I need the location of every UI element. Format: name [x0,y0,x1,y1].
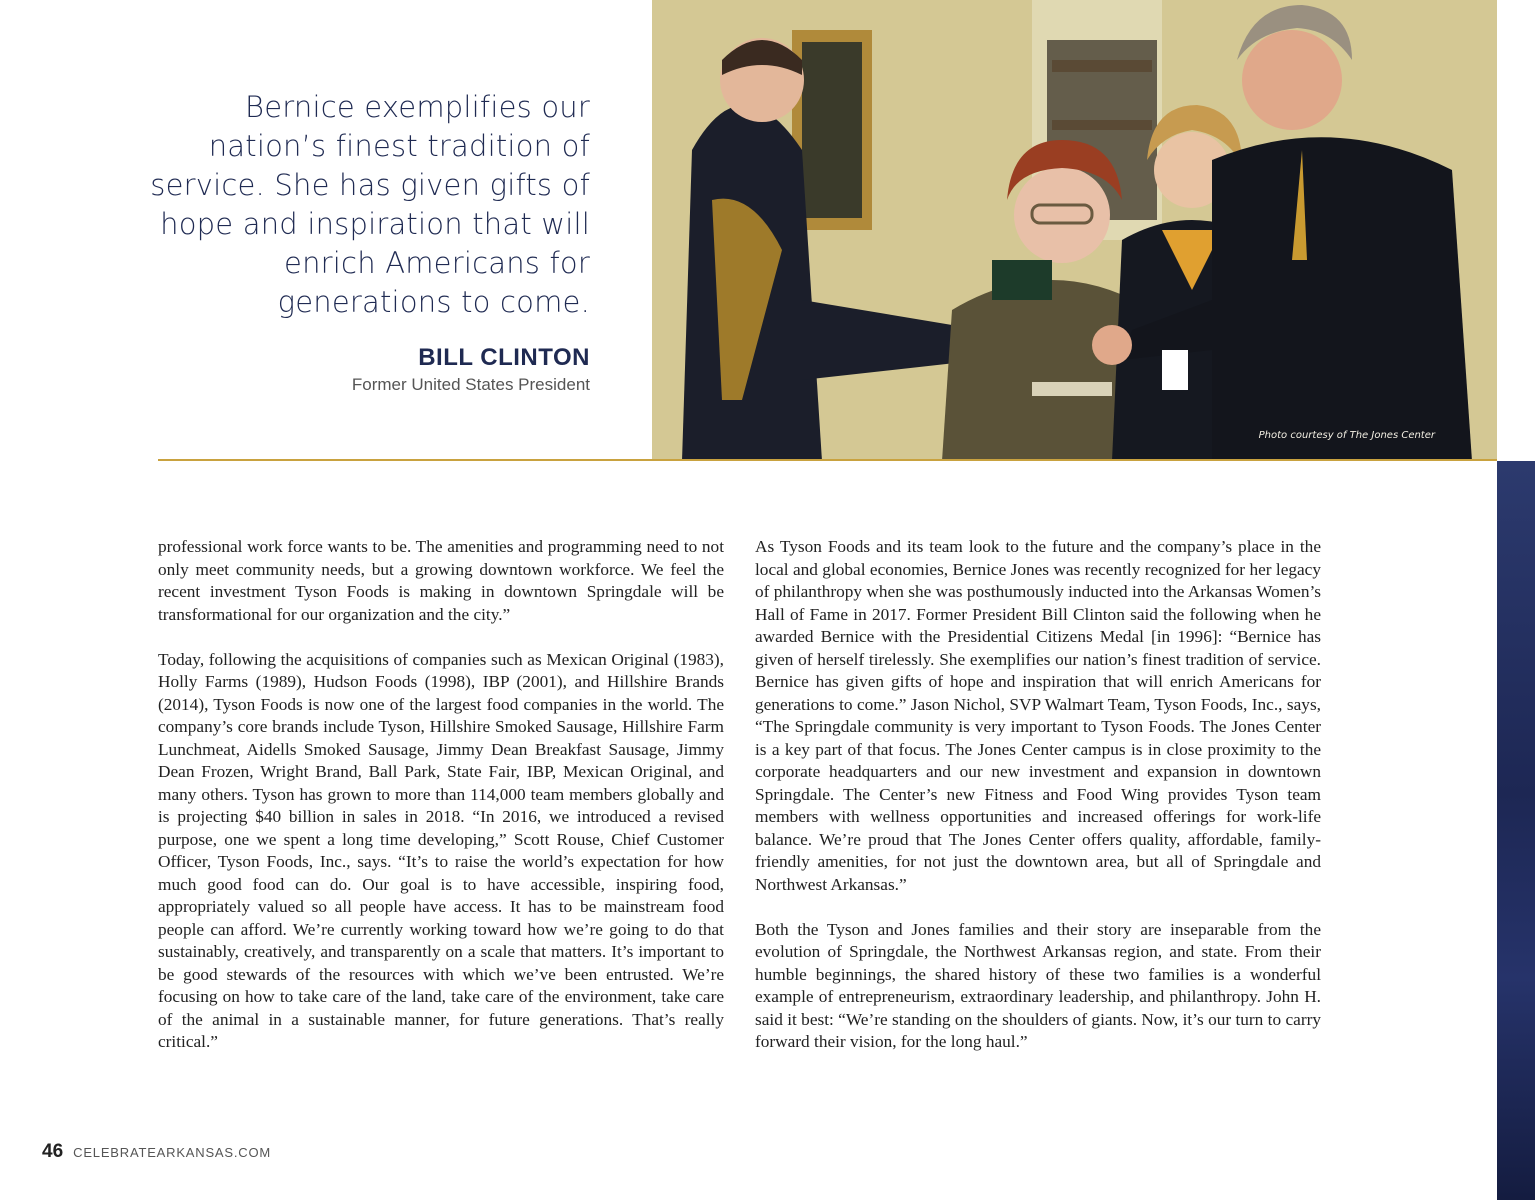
article-paragraph: As Tyson Foods and its team look to the future and the company’s place in the local and global economies, Bernice Jones was recently recognized for her legacy of philanthropy when she was posthumously inducted into the Arkansas Women’s Hall of Fame in 2017. Former President Bill Clinton said the following when he awarded Bernice with the Presidential Citizens Medal [in 1996]: “Bernice has given of herself tirelessly. She exemplifies our nation’s finest tradition of service. Bernice has given gifts of hope and inspiration that will enrich Americans for generations to come.” Jason Nichol, SVP Walmart Team, Tyson Foods, Inc., says, “The Springdale community is very important to Tyson Foods. The Jones Center is a key part of that focus. The Jones Center campus is in close proximity to the corporate headquarters and our new investment and expansion in downtown Springdale. The Center’s new Fitness and Food Wing provides Tyson team members with wellness opportunities and increased offerings for work-life balance. We’re proud that The Jones Center offers quality, affordable, family-friendly amenities, for not just the downtown area, but all of Springdale and Northwest Arkansas.” [755,537,1321,894]
quote-author: BILL CLINTON [418,344,590,371]
photo-credit: Photo courtesy of The Jones Center [1258,430,1435,441]
article-column-right [755,536,1321,1076]
page-edge-strip [1497,461,1535,1200]
pull-quote: Bernice exemplifies our nation’s finest tradition of service. She has given gifts of hope and inspiration that will enrich Americans for generations to come. [150,90,590,319]
article-paragraph: professional work force wants to be. The amenities and programming need to not only meet community needs, but a growing downtown workforce. We feel the recent investment Tyson Foods is making in downtown Springdale will be transformational for our organization and the city.” [158,537,724,624]
gold-divider [158,459,1497,461]
ceremony-photo [652,0,1497,461]
ceremony-photo-illustration [652,0,1497,461]
page-number: 46 [42,1141,64,1162]
page-footer [42,1141,271,1163]
quote-author-title: Former United States President [351,375,590,394]
article-column-left [158,536,724,1076]
article-paragraph: Today, following the acquisitions of companies such as Mexican Original (1983), Holly Farms (1989), Hudson Foods (1998), IBP (2001), and Hillshire Brands (2014), Tyson Foods is now one of the largest food companies in the world. The company’s core brands include Tyson, Hillshire Smoked Sausage, Hillshire Farm Lunchmeat, Aidells Smoked Sausage, Jimmy Dean Breakfast Sausage, Jimmy Dean Frozen, Wright Brand, Ball Park, State Fair, IBP, Mexican Original, and many others. Tyson has grown to more than 114,000 team members globally and is projecting $40 billion in sales in 2018. “In 2016, we introduced a revised purpose, one we spent a long time developing,” Scott Rouse, Chief Customer Officer, Tyson Foods, Inc., says. “It’s to raise the world’s expectation for how much good food can do. Our goal is to have accessible, inspiring food, appropriately valued so all people have access. It has to be mainstream food people can afford. We’re currently working toward how we’re going to do that sustainably, creatively, and transparently on a scale that matters. It’s important to be good stewards of the resources with which we’ve been entrusted. We’re focusing on how to take care of the land, take care of the environment, take care of the animal in a sustainable manner, for future generations. That’s really critical.” [158,649,724,1051]
article-paragraph: Both the Tyson and Jones families and their story are inseparable from the evolution of Springdale, the Northwest Arkansas region, and state. From their humble beginnings, the shared history of these two families is a wonderful example of entrepreneurism, extraordinary leadership, and philanthropy. John H. said it best: “We’re standing on the shoulders of giants. Now, it’s our turn to carry forward their vision, for the long haul.” [755,919,1321,1051]
site-url: CELEBRATEARKANSAS.COM [73,1145,272,1160]
